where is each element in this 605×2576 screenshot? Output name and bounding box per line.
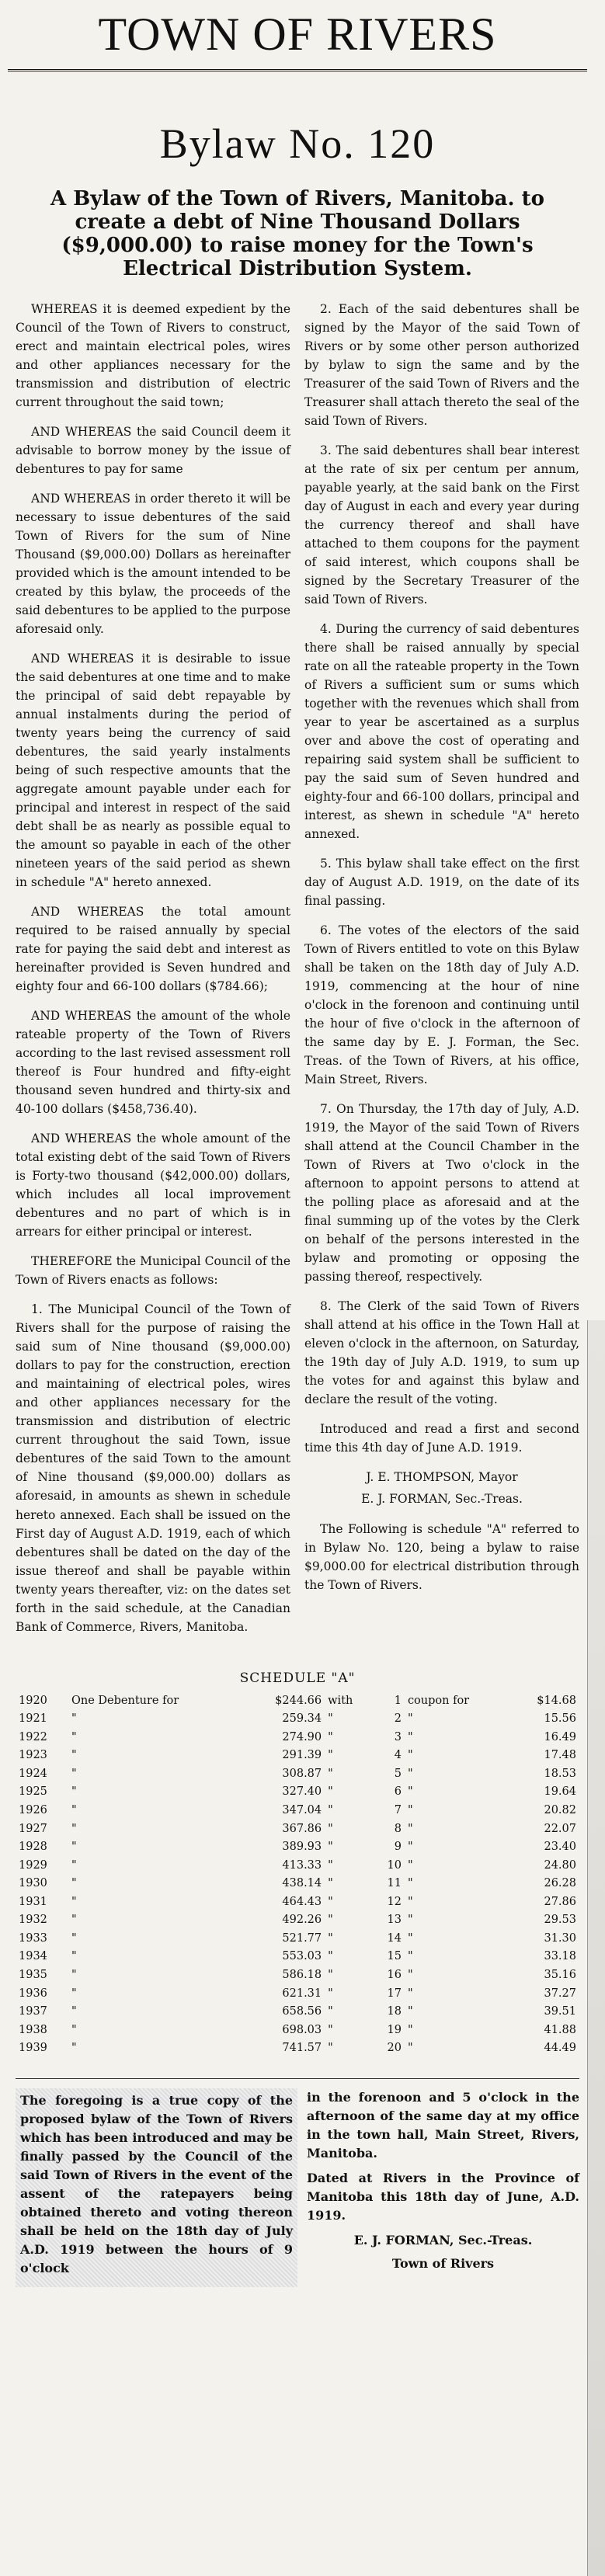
whereas-6: AND WHEREAS the amount of the whole rateable property of the Town of Rivers according to the last revised assessment roll thereof is Four hundred and fifty-eight thousand seven hundred and thirty-six and 40-100 dollars ($458,736.40). xyxy=(16,1009,290,1117)
bylaw-subtitle: A Bylaw of the Town of Rivers, Manitoba. to create a debt of Nine Thousand Dollars ($9,000.00) to raise money for the Town's Electrical Distribution System. xyxy=(50,187,544,280)
schedule-cell-coupon: 39.51 xyxy=(544,2005,576,2018)
whereas-2: AND WHEREAS the said Council deem it advisable to borrow money by the issue of debentures to pay for same xyxy=(16,424,290,476)
schedule-cell-coupon: 26.28 xyxy=(544,1877,576,1890)
schedule-cell-n: 1 xyxy=(394,1694,402,1707)
schedule-cell-debenture: 308.87 xyxy=(282,1767,322,1780)
whereas-5: AND WHEREAS the total amount required to be raised annually by special rate for paying the said debt and interest as hereinafter provided is Seven hundred and eighty four and 66-100 dollars ($784.66); xyxy=(16,905,290,994)
schedule-cell-coupon: 18.53 xyxy=(544,1767,576,1780)
schedule-cell-n: 5 xyxy=(394,1767,402,1780)
schedule-cell-coupon-label: " xyxy=(407,1841,413,1854)
schedule-cell-with: " xyxy=(328,1785,333,1799)
schedule-cell-prefix: " xyxy=(71,1803,77,1816)
schedule-cell-prefix: " xyxy=(71,1895,77,1908)
schedule-cell-prefix: One Debenture for xyxy=(71,1694,179,1707)
schedule-cell-with: with xyxy=(328,1694,353,1707)
section-6: 6. The votes of the electors of the said Town of Rivers entitled to vote on this Bylaw shall be taken on the 18th day of July A.D. 1919, commencing at the hour of nine o'clock in the forenoon and continuing until the hour of five o'clock in the afternoon of the same day by E. J. Forman, the Sec. Treas. of the Town of Rivers, at his office, Main Street, Rivers. xyxy=(304,923,579,1087)
schedule-intro: The Following is schedule "A" referred to in Bylaw No. 120, being a bylaw to raise $9,000.00 for electrical distribution through the Town of Rivers. xyxy=(304,1521,579,1592)
notice-dated: Dated at Rivers in the Province of Manitoba this 18th day of June, A.D. 1919. xyxy=(307,2170,579,2223)
schedule-cell-year: 1933 xyxy=(19,1931,47,1945)
schedule-cell-coupon-label: " xyxy=(407,1950,413,1963)
schedule-cell-coupon: 16.49 xyxy=(544,1730,576,1743)
masthead-title: TOWN OF RIVERS xyxy=(98,9,497,60)
schedule-cell-prefix: " xyxy=(71,1950,77,1963)
schedule-cell-with: " xyxy=(328,1858,333,1872)
schedule-cell-coupon-label: " xyxy=(407,1822,413,1835)
schedule-cell-prefix: " xyxy=(71,1785,77,1799)
schedule-cell-prefix: " xyxy=(71,2042,77,2055)
schedule-cell-coupon: 27.86 xyxy=(544,1895,576,1908)
schedule-cell-with: " xyxy=(328,1914,333,1927)
schedule-cell-coupon-label: " xyxy=(407,1969,413,1982)
schedule-cell-with: " xyxy=(328,1803,333,1816)
schedule-cell-n: 8 xyxy=(394,1822,402,1835)
schedule-cell-with: " xyxy=(328,1822,333,1835)
section-1: 1. The Municipal Council of the Town of Rivers shall for the purpose of raising the said sum of Nine thousand ($9,000.00) dollars to pay for the construction, erection and maintaining of electrical poles, wires and other appliances necessary for the transmission and distribution of electric current throughout the said Town, issue debentures of the said Town to the amount of Nine thousand ($9,000.00) dollars as aforesaid, in amounts as shewn in schedule hereto annexed. Each shall be issued on the First day of August A.D. 1919, each of which debentures shall be dated on the day of the issue thereof and shall be payable within twenty years thereafter, viz: on the dates set forth in the said schedule, at the Canadian Bank of Commerce, Rivers, Manitoba. xyxy=(16,1302,290,1634)
notice-left-text: The foregoing is a true copy of the proposed bylaw of the Town of Rivers which has been introduced and may be finally passed by the Council of the said Town of Rivers in the event of the assent of the ratepayers being obtained thereto and voting thereon shall be held on the 18th day of July A.D. 1919 between the hours of 9 o'clock xyxy=(20,2092,293,2275)
schedule-cell-coupon-label: " xyxy=(407,2023,413,2036)
schedule-cell-coupon-label: coupon for xyxy=(407,1694,470,1707)
schedule-cell-with: " xyxy=(328,1767,333,1780)
schedule-cell-debenture: 741.57 xyxy=(282,2042,322,2055)
schedule-cell-coupon-label: " xyxy=(407,1858,413,1872)
schedule-cell-n: 6 xyxy=(394,1785,402,1799)
schedule-cell-debenture: 621.31 xyxy=(282,1987,322,2000)
schedule-cell-prefix: " xyxy=(71,1969,77,1982)
schedule-cell-coupon-label: " xyxy=(407,1749,413,1762)
schedule-cell-with: " xyxy=(328,1969,333,1982)
schedule-cell-year: 1925 xyxy=(19,1785,47,1799)
schedule-cell-with: " xyxy=(328,1895,333,1908)
schedule-cell-coupon-label: " xyxy=(407,1767,413,1780)
schedule-cell-coupon-label: " xyxy=(407,1987,413,2000)
schedule-row xyxy=(16,1765,579,1784)
schedule-cell-year: 1936 xyxy=(19,1987,47,2000)
schedule-cell-coupon: 31.30 xyxy=(544,1931,576,1945)
schedule-cell-with: " xyxy=(328,1730,333,1743)
section-8: 8. The Clerk of the said Town of Rivers shall attend at his office in the Town Hall at eleven o'clock in the afternoon, on Saturday, the 19th day of July A.D. 1919, to sum up the votes for and against this bylaw and declare the result of the voting. xyxy=(304,1299,579,1407)
schedule-cell-year: 1938 xyxy=(19,2023,47,2036)
schedule-cell-prefix: " xyxy=(71,1858,77,1872)
introduced-note: Introduced and read a first and second time this 4th day of June A.D. 1919. xyxy=(304,1422,579,1455)
schedule-cell-year: 1934 xyxy=(19,1950,47,1963)
schedule-cell-with: " xyxy=(328,1841,333,1854)
schedule-cell-n: 10 xyxy=(387,1858,402,1872)
schedule-row xyxy=(16,1710,579,1729)
masthead xyxy=(8,0,587,71)
schedule-cell-coupon: 33.18 xyxy=(544,1950,576,1963)
schedule-cell-prefix: " xyxy=(71,1749,77,1762)
schedule-cell-coupon-label: " xyxy=(407,2042,413,2055)
schedule-cell-prefix: " xyxy=(71,1914,77,1927)
schedule-cell-year: 1920 xyxy=(19,1694,47,1707)
schedule-cell-coupon-label: " xyxy=(407,1803,413,1816)
schedule-cell-coupon-label: " xyxy=(407,1730,413,1743)
schedule-cell-prefix: " xyxy=(71,2023,77,2036)
schedule-cell-debenture: 553.03 xyxy=(282,1950,322,1963)
section-3: 3. The said debentures shall bear interest at the rate of six per centum per annum, payable yearly, at the said bank on the First day of August in each and every year during the currency thereof and shall have attached to them coupons for the payment of said interest, which coupons shall be signed by the Secretary Treasurer of the said Town of Rivers. xyxy=(304,443,579,607)
schedule-cell-year: 1924 xyxy=(19,1767,47,1780)
clerk-signature: E. J. FORMAN, Sec.-Treas. xyxy=(361,1492,523,1507)
schedule-cell-with: " xyxy=(328,2042,333,2055)
public-notice xyxy=(16,2078,579,2287)
schedule-row xyxy=(16,1911,579,1930)
schedule-row xyxy=(16,1966,579,1985)
schedule-cell-prefix: " xyxy=(71,1841,77,1854)
schedule-row xyxy=(16,2003,579,2022)
schedule-row xyxy=(16,1747,579,1765)
schedule-cell-prefix: " xyxy=(71,1730,77,1743)
schedule-cell-debenture: $244.66 xyxy=(275,1694,322,1707)
schedule-a xyxy=(16,1670,579,2058)
left-column xyxy=(16,300,290,1647)
section-4: 4. During the currency of said debentures there shall be raised annually by special rate on all the rateable property in the Town of Rivers a sufficient sum or sums which together with the revenues which shall from year to year be ascertained as a surplus over and above the cost of operating and repairing said system shall be sufficient to pay the said sum of Seven hundred and eighty-four and 66-100 dollars, principal and interest, as shewn in schedule "A" hereto annexed. xyxy=(304,621,579,841)
schedule-cell-debenture: 492.26 xyxy=(282,1914,322,1927)
schedule-cell-coupon-label: " xyxy=(407,1877,413,1890)
notice-signature-name: E. J. FORMAN, Sec.-Treas. xyxy=(353,2232,533,2247)
schedule-row xyxy=(16,1838,579,1857)
schedule-cell-coupon: 41.88 xyxy=(544,2023,576,2036)
schedule-cell-year: 1922 xyxy=(19,1730,47,1743)
bylaw-number-title: Bylaw No. 120 xyxy=(159,120,436,167)
notice-left xyxy=(16,2088,297,2287)
right-column xyxy=(304,300,579,1647)
schedule-cell-coupon: 35.16 xyxy=(544,1969,576,1982)
body-columns xyxy=(8,300,587,1647)
schedule-cell-debenture: 698.03 xyxy=(282,2023,322,2036)
schedule-cell-n: 13 xyxy=(387,1914,402,1927)
schedule-cell-coupon: 19.64 xyxy=(544,1785,576,1799)
schedule-cell-prefix: " xyxy=(71,1822,77,1835)
schedule-cell-debenture: 259.34 xyxy=(282,1712,322,1726)
schedule-table xyxy=(16,1692,579,2058)
schedule-cell-debenture: 274.90 xyxy=(282,1730,322,1743)
whereas-1: WHEREAS it is deemed expedient by the Council of the Town of Rivers to construct, erect and maintain electrical poles, wires and other appliances necessary for the transmission and distribution of electric current throughout the said town; xyxy=(16,301,290,409)
schedule-cell-n: 17 xyxy=(387,1987,402,2000)
schedule-cell-coupon: 44.49 xyxy=(544,2042,576,2055)
whereas-7: AND WHEREAS the whole amount of the total existing debt of the said Town of Rivers is Forty-two thousand ($42,000.00) dollars, which includes all local improvement debentures and no part of which is in arrears for either principal or interest. xyxy=(16,1132,290,1239)
section-5: 5. This bylaw shall take effect on the first day of August A.D. 1919, on the date of its final passing. xyxy=(304,857,579,909)
schedule-cell-coupon-label: " xyxy=(407,1931,413,1945)
schedule-cell-n: 20 xyxy=(387,2042,402,2055)
schedule-cell-debenture: 658.56 xyxy=(282,2005,322,2018)
schedule-cell-coupon: 37.27 xyxy=(544,1987,576,2000)
schedule-cell-with: " xyxy=(328,1749,333,1762)
schedule-cell-prefix: " xyxy=(71,1877,77,1890)
schedule-cell-n: 18 xyxy=(387,2005,402,2018)
schedule-title: SCHEDULE "A" xyxy=(239,1670,356,1686)
section-7: 7. On Thursday, the 17th day of July, A.D. 1919, the Mayor of the said Town of Rivers shall attend at the Council Chamber in the Town of Rivers at Two o'clock in the afternoon to appoint persons to attend at the polling place as aforesaid and at the final summing up of the votes by the Clerk on behalf of the persons interested in the bylaw and promoting or opposing the passing thereof, respectively. xyxy=(304,1102,579,1285)
schedule-cell-year: 1931 xyxy=(19,1895,47,1908)
schedule-cell-coupon: 24.80 xyxy=(544,1858,576,1872)
schedule-row xyxy=(16,1802,579,1820)
schedule-cell-with: " xyxy=(328,2005,333,2018)
schedule-cell-with: " xyxy=(328,1950,333,1963)
schedule-cell-prefix: " xyxy=(71,1712,77,1726)
whereas-3: AND WHEREAS in order thereto it will be necessary to issue debentures of the said Town of Rivers for the sum of Nine Thousand ($9,000.00) Dollars as hereinafter provided which is the amount intended to be created by this bylaw, the proceeds of the said debentures to be applied to the purpose aforesaid only. xyxy=(16,491,290,636)
schedule-cell-coupon: $14.68 xyxy=(537,1694,576,1707)
schedule-row xyxy=(16,1985,579,2004)
notice-right xyxy=(307,2088,579,2287)
schedule-cell-debenture: 464.43 xyxy=(282,1895,322,1908)
schedule-cell-coupon-label: " xyxy=(407,2005,413,2018)
schedule-row xyxy=(16,1857,579,1876)
newspaper-page xyxy=(8,0,587,2576)
schedule-cell-debenture: 291.39 xyxy=(282,1749,322,1762)
schedule-cell-year: 1927 xyxy=(19,1822,47,1835)
schedule-cell-debenture: 413.33 xyxy=(282,1858,322,1872)
schedule-cell-coupon: 17.48 xyxy=(544,1749,576,1762)
schedule-row xyxy=(16,1930,579,1949)
schedule-row xyxy=(16,1692,579,1711)
schedule-cell-year: 1937 xyxy=(19,2005,47,2018)
schedule-row xyxy=(16,1875,579,1893)
schedule-cell-debenture: 347.04 xyxy=(282,1803,322,1816)
section-2: 2. Each of the said debentures shall be signed by the Mayor of the said Town of Rivers or by some other person authorized by bylaw to sign the same and by the Treasurer of the said Town of Rivers and the Treasurer shall attach thereto the seal of the said Town of Rivers. xyxy=(304,301,579,428)
schedule-row xyxy=(16,1783,579,1802)
schedule-cell-with: " xyxy=(328,1877,333,1890)
schedule-cell-year: 1921 xyxy=(19,1712,47,1726)
schedule-cell-debenture: 438.14 xyxy=(282,1877,322,1890)
schedule-row xyxy=(16,1893,579,1912)
schedule-cell-n: 15 xyxy=(387,1950,402,1963)
schedule-cell-with: " xyxy=(328,1712,333,1726)
schedule-cell-debenture: 521.77 xyxy=(282,1931,322,1945)
schedule-cell-n: 12 xyxy=(387,1895,402,1908)
schedule-cell-n: 3 xyxy=(394,1730,402,1743)
schedule-cell-with: " xyxy=(328,1987,333,2000)
mayor-signature: J. E. THOMPSON, Mayor xyxy=(366,1470,518,1485)
schedule-cell-n: 9 xyxy=(394,1841,402,1854)
schedule-cell-debenture: 389.93 xyxy=(282,1841,322,1854)
notice-signature-place: Town of Rivers xyxy=(391,2255,495,2271)
schedule-cell-n: 14 xyxy=(387,1931,402,1945)
schedule-cell-n: 7 xyxy=(394,1803,402,1816)
therefore-clause: THEREFORE the Municipal Council of the Town of Rivers enacts as follows: xyxy=(16,1254,290,1288)
schedule-row xyxy=(16,1729,579,1747)
schedule-cell-n: 2 xyxy=(394,1712,402,1726)
schedule-cell-debenture: 327.40 xyxy=(282,1785,322,1799)
schedule-cell-coupon-label: " xyxy=(407,1895,413,1908)
schedule-cell-prefix: " xyxy=(71,1931,77,1945)
schedule-cell-coupon: 23.40 xyxy=(544,1841,576,1854)
schedule-row xyxy=(16,1820,579,1839)
schedule-cell-n: 4 xyxy=(394,1749,402,1762)
schedule-cell-year: 1929 xyxy=(19,1858,47,1872)
schedule-cell-coupon: 15.56 xyxy=(544,1712,576,1726)
schedule-cell-year: 1932 xyxy=(19,1914,47,1927)
schedule-cell-coupon: 22.07 xyxy=(544,1822,576,1835)
schedule-cell-with: " xyxy=(328,1931,333,1945)
schedule-cell-coupon-label: " xyxy=(407,1914,413,1927)
schedule-row xyxy=(16,2022,579,2040)
schedule-cell-prefix: " xyxy=(71,1987,77,2000)
schedule-row xyxy=(16,2039,579,2058)
schedule-cell-coupon-label: " xyxy=(407,1785,413,1799)
schedule-cell-n: 11 xyxy=(387,1877,402,1890)
whereas-4: AND WHEREAS it is desirable to issue the said debentures at one time and to make the principal of said debt repayable by annual instalments during the period of twenty years being the currency of said debentures, the said yearly instalments being of such respective amounts that the aggregate amount payable under each for principal and interest in respect of the said debt shall be as nearly as possible equal to the amount so payable in each of the other nineteen years of the said period as shewn in schedule "A" hereto annexed. xyxy=(16,651,290,890)
schedule-cell-debenture: 586.18 xyxy=(282,1969,322,1982)
schedule-cell-prefix: " xyxy=(71,2005,77,2018)
schedule-cell-year: 1930 xyxy=(19,1877,47,1890)
schedule-cell-year: 1928 xyxy=(19,1841,47,1854)
schedule-row xyxy=(16,1948,579,1966)
schedule-cell-debenture: 367.86 xyxy=(282,1822,322,1835)
adjacent-page-edge xyxy=(587,1320,605,2576)
schedule-cell-coupon: 29.53 xyxy=(544,1914,576,1927)
schedule-cell-n: 16 xyxy=(387,1969,402,1982)
schedule-cell-prefix: " xyxy=(71,1767,77,1780)
schedule-cell-coupon-label: " xyxy=(407,1712,413,1726)
schedule-cell-with: " xyxy=(328,2023,333,2036)
schedule-cell-year: 1926 xyxy=(19,1803,47,1816)
schedule-cell-year: 1923 xyxy=(19,1749,47,1762)
schedule-cell-n: 19 xyxy=(387,2023,402,2036)
notice-right-text: in the forenoon and 5 o'clock in the afternoon of the same day at my office in the town hall, Main Street, Rivers, Manitoba. xyxy=(307,2089,579,2161)
schedule-cell-coupon: 20.82 xyxy=(544,1803,576,1816)
schedule-cell-year: 1939 xyxy=(19,2042,47,2055)
schedule-cell-year: 1935 xyxy=(19,1969,47,1982)
